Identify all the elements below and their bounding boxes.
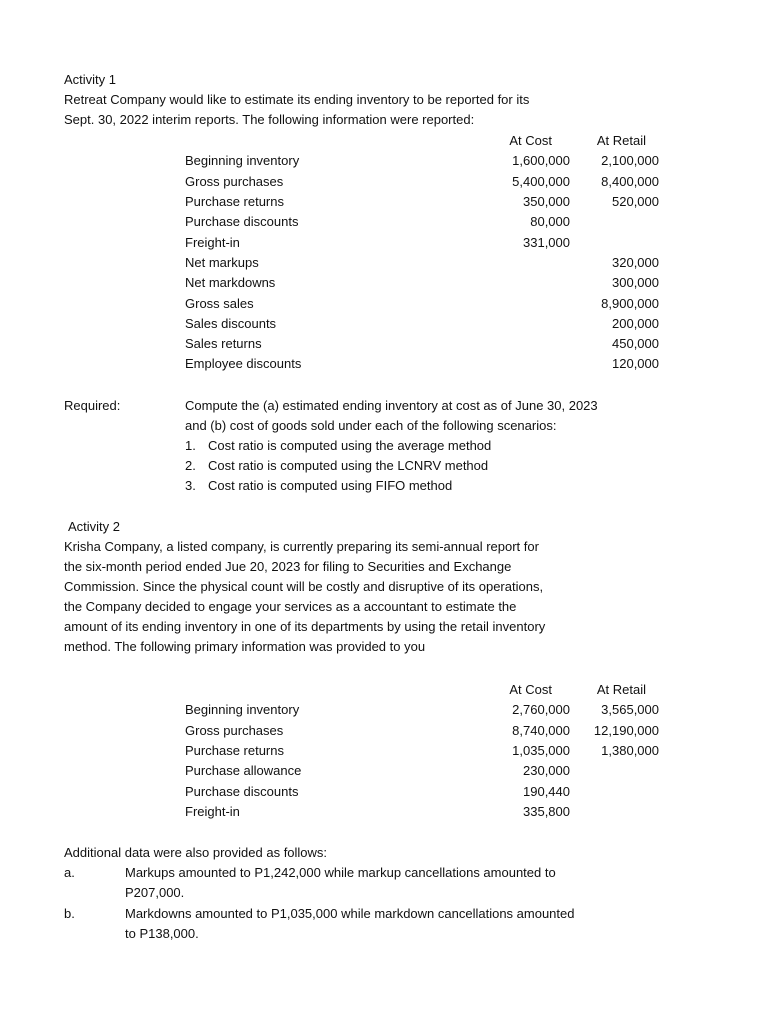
row-label: Net markups: [185, 254, 259, 270]
row-retail: 12,190,000: [593, 722, 659, 738]
row-retail: 1,380,000: [601, 743, 659, 759]
row-cost: [465, 354, 570, 374]
row-retail: 450,000: [612, 336, 659, 352]
row-label: Employee discounts: [185, 356, 302, 372]
required-label: Required:: [64, 398, 121, 413]
additional-line: Markdowns amounted to P1,035,000 while markdown cancellations amounted: [125, 906, 575, 921]
table-row: [185, 253, 659, 273]
row-retail: [570, 212, 659, 232]
required-text-line: Compute the (a) estimated ending inventory at cost as of June 30, 2023: [185, 398, 598, 413]
row-cost: 1,600,000: [512, 153, 570, 169]
activity1-inventory-table: [185, 131, 659, 375]
activity1-intro-line: Sept. 30, 2022 interim reports. The following information were reported:: [64, 112, 475, 127]
table-row: [185, 781, 659, 801]
activity2-intro-line: Krisha Company, a listed company, is currently preparing its semi-annual report for: [64, 539, 539, 554]
row-retail: 120,000: [612, 356, 659, 372]
column-header-retail: At Retail: [596, 133, 646, 149]
row-label: Net markdowns: [185, 275, 276, 291]
table-row: [185, 151, 659, 171]
row-cost: 8,740,000: [512, 722, 570, 738]
table-row: [185, 273, 659, 293]
row-cost: 230,000: [523, 763, 570, 779]
table-row: [185, 334, 659, 354]
column-header-cost: At Cost: [509, 133, 552, 149]
row-label: Freight-in: [185, 803, 240, 819]
table-row: [185, 232, 659, 252]
row-retail: 8,400,000: [601, 173, 659, 189]
scenario-text: Cost ratio is computed using the LCNRV method: [208, 458, 489, 473]
table-row: [185, 354, 659, 374]
scenario-item: [185, 456, 645, 476]
row-cost: 350,000: [523, 194, 570, 210]
activity2-intro-line: amount of its ending inventory in one of its departments by using the retail inventory: [64, 619, 546, 634]
row-cost: 2,760,000: [512, 702, 570, 718]
row-cost: 5,400,000: [512, 173, 570, 189]
table-row: [185, 802, 659, 822]
additional-item-b: [64, 904, 664, 944]
column-header-retail: At Retail: [596, 682, 646, 698]
row-cost: [465, 314, 570, 334]
activity2-intro-line: the six-month period ended Jue 20, 2023 for filing to Securities and Exchange: [64, 559, 512, 574]
row-cost: 190,440: [523, 783, 570, 799]
activity2-intro-line: the Company decided to engage your services as a accountant to estimate the: [64, 599, 517, 614]
table-row: [185, 721, 659, 741]
activity2-heading-block: [64, 517, 624, 657]
table-row: [185, 192, 659, 212]
activity2-title: Activity 2: [68, 519, 121, 534]
scenario-item: [185, 476, 645, 496]
additional-line: P207,000.: [125, 885, 185, 900]
row-retail: [570, 232, 659, 252]
row-label: Sales returns: [185, 336, 262, 352]
row-label: Beginning inventory: [185, 702, 300, 718]
scenario-item: [185, 436, 645, 456]
row-retail: 300,000: [612, 275, 659, 291]
activity1-title: Activity 1: [64, 72, 117, 87]
row-label: Purchase discounts: [185, 783, 299, 799]
activity1-heading-block: [64, 70, 624, 130]
row-cost: [465, 253, 570, 273]
scenario-number: 2.: [185, 458, 196, 473]
row-retail: 320,000: [612, 254, 659, 270]
table-row: [185, 293, 659, 313]
row-label: Purchase returns: [185, 743, 284, 759]
row-cost: 335,800: [523, 803, 570, 819]
row-retail: 520,000: [612, 194, 659, 210]
table-row: [185, 700, 659, 720]
column-header-cost: At Cost: [509, 682, 552, 698]
row-label: Purchase discounts: [185, 214, 299, 230]
row-cost: [465, 273, 570, 293]
table-header-row: [185, 131, 659, 151]
required-text-line: and (b) cost of goods sold under each of the following scenarios:: [185, 418, 557, 433]
row-label: Gross purchases: [185, 173, 284, 189]
scenario-text: Cost ratio is computed using the average method: [208, 438, 492, 453]
row-retail: 200,000: [612, 315, 659, 331]
table-header-row: [185, 680, 659, 700]
additional-item-a: [64, 863, 664, 903]
row-cost: 331,000: [523, 234, 570, 250]
additional-title: [64, 843, 624, 863]
row-label: Purchase returns: [185, 194, 284, 210]
activity1-intro-line: Retreat Company would like to estimate its ending inventory to be reported for its: [64, 92, 530, 107]
row-cost: 1,035,000: [512, 743, 570, 759]
activity2-intro-line: Commission. Since the physical count will be costly and disruptive of its operations,: [64, 579, 544, 594]
row-cost: [465, 334, 570, 354]
additional-key: a.: [64, 865, 75, 880]
row-retail: [570, 761, 659, 781]
additional-key: b.: [64, 906, 75, 921]
row-label: Sales discounts: [185, 315, 277, 331]
row-label: Freight-in: [185, 234, 240, 250]
row-label: Purchase allowance: [185, 763, 302, 779]
required-body: [185, 396, 645, 496]
additional-title-text: Additional data were also provided as follows:: [64, 845, 328, 860]
scenario-number: 1.: [185, 438, 196, 453]
activity2-intro-line: method. The following primary information was provided to you: [64, 639, 426, 654]
scenario-text: Cost ratio is computed using FIFO method: [208, 478, 453, 493]
row-cost: 80,000: [530, 214, 570, 230]
additional-line: to P138,000.: [125, 926, 199, 941]
row-retail: [570, 802, 659, 822]
row-label: Gross sales: [185, 295, 254, 311]
table-row: [185, 761, 659, 781]
row-cost: [465, 293, 570, 313]
activity2-inventory-table: [185, 680, 659, 822]
table-row: [185, 314, 659, 334]
row-label: Beginning inventory: [185, 153, 300, 169]
table-row: [185, 212, 659, 232]
row-retail: [570, 781, 659, 801]
row-retail: 3,565,000: [601, 702, 659, 718]
additional-line: Markups amounted to P1,242,000 while markup cancellations amounted to: [125, 865, 556, 880]
scenario-number: 3.: [185, 478, 196, 493]
row-retail: 2,100,000: [601, 153, 659, 169]
row-label: Gross purchases: [185, 722, 284, 738]
table-row: [185, 741, 659, 761]
table-row: [185, 172, 659, 192]
row-retail: 8,900,000: [601, 295, 659, 311]
